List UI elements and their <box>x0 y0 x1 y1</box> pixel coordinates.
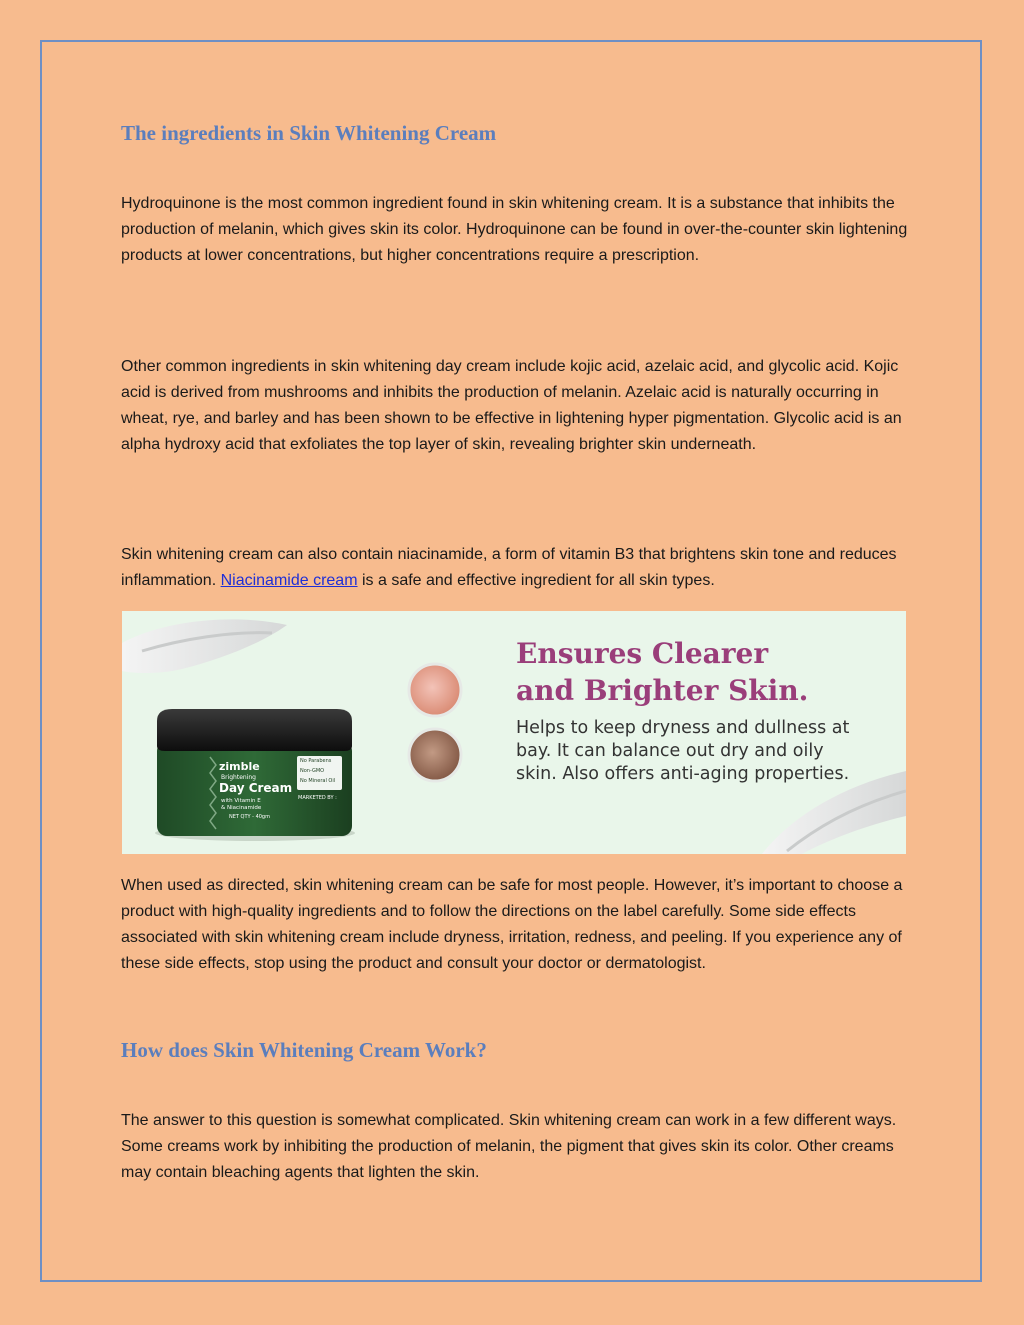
jar-label-small: Brightening <box>221 774 256 781</box>
paragraph-safety: When used as directed, skin whitening cream can be safe for most people. However, it’s important to choose a product with high-quality ingredients and to follow the directions on the label carefully. Some side effects associated with skin whitening cream include dryness, irritation, redness, and peeling. If you experience any of these side effects, stop using the product and consult your doctor or dermatologist. <box>121 877 903 972</box>
jar-check-mineral-oil: No Mineral Oil <box>300 778 336 784</box>
pink-skin-swatch-icon <box>409 664 461 716</box>
jar-with-ingredients: with Vitamin E & Niacinamide <box>221 798 262 811</box>
paragraph-how-it-works: The answer to this question is somewhat complicated. Skin whitening cream can work in a few different ways. Some creams work by inhibiting the production of melanin, the pigment that gives skin its color. Other creams may contain bleaching agents that lighten the skin. <box>121 1112 897 1181</box>
paragraph-niacinamide <box>121 542 911 594</box>
product-banner <box>122 611 906 854</box>
banner-subtitle: Helps to keep dryness and dullness at bay. It can balance out dry and oily skin. Also offers anti-aging properties. <box>516 718 850 784</box>
jar-brand-logo: zimble <box>219 760 260 773</box>
jar-net-qty: NET QTY - 40gm <box>229 814 270 820</box>
brown-skin-swatch-icon <box>409 729 461 781</box>
jar-check-parabens: No Parabens <box>300 758 332 764</box>
banner-title: Ensures Clearer and Brighter Skin. <box>516 637 809 707</box>
jar-lid <box>157 709 352 751</box>
niacinamide-text-after: is a safe and effective ingredient for all skin types. <box>357 572 715 589</box>
niacinamide-text-before: Skin whitening cream can also contain niacinamide, a form of vitamin B3 that brightens skin tone and reduces inflammation. <box>121 546 897 589</box>
paragraph-hydroquinone: Hydroquinone is the most common ingredient found in skin whitening cream. It is a substance that inhibits the production of melanin, which gives skin its color. Hydroquinone can be found in over-the-counter skin lightening products at lower concentrations, but higher concentrations require a prescription. <box>121 195 908 264</box>
section-heading-how-it-works: How does Skin Whitening Cream Work? <box>121 1038 487 1062</box>
jar-product-name: Day Cream <box>219 781 293 795</box>
paragraph-other-ingredients: Other common ingredients in skin whitening day cream include kojic acid, azelaic acid, and glycolic acid. Kojic acid is derived from mushrooms and inhibits the production of melanin. Azelaic acid is naturally occurring in wheat, rye, and barley and has been shown to be effective in lightening hyper pigmentation. Glycolic acid is an alpha hydroxy acid that exfoliates the top layer of skin, revealing brighter skin underneath. <box>121 358 902 453</box>
niacinamide-cream-link[interactable]: Niacinamide cream <box>220 572 358 589</box>
jar-marketed-by: MARKETED BY : <box>298 795 337 801</box>
jar-check-gmo: Non-GMO <box>300 768 325 774</box>
cream-swipe-top-left <box>122 619 287 673</box>
section-heading-ingredients: The ingredients in Skin Whitening Cream <box>121 121 497 145</box>
